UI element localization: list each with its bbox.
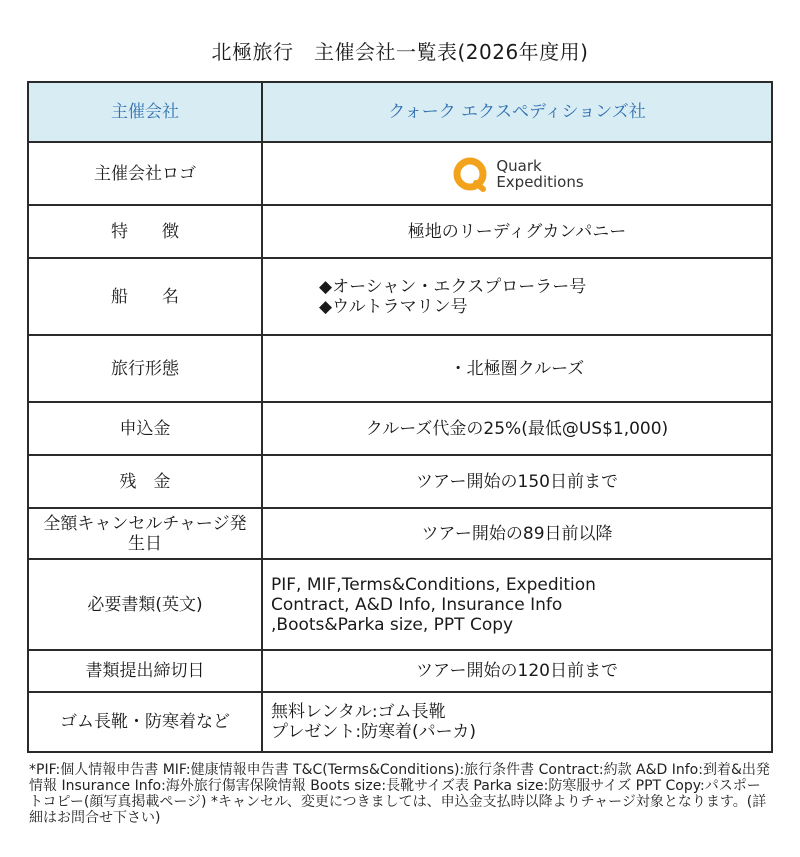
row-label: 書類提出締切日 (28, 650, 262, 692)
row-value: クルーズ代金の25%(最低@US$1,000) (262, 402, 772, 455)
documents-line: Contract, A&D Info, Insurance Info (271, 594, 563, 615)
header-company: クォーク エクスペディションズ社 (262, 82, 772, 142)
footnote: *PIF:個人情報申告書 MIF:健康情報申告書 T&C(Terms&Conditions):旅行条件書 Contract:約款 A&D Info:到着&出発情報 Insurance Info:海外旅行傷害保険情報 Boots size:長靴サイズ表 Parka size:防寒服サイズ PPT Copy:パスポートコピー(顔写真掲載ページ) *キャンセル、変更につきましては、申込金支払時以降よりチャージ対象となります。(詳細はお問合せ下さい) (29, 762, 770, 826)
row-label: 特 徴 (28, 205, 262, 258)
table-row (28, 650, 772, 692)
row-label: 主催会社ロゴ (28, 142, 262, 205)
row-value: ・北極圏クルーズ (262, 335, 772, 402)
row-label: ゴム長靴・防寒着など (28, 692, 262, 752)
row-label: 必要書類(英文) (28, 559, 262, 650)
gear-line: プレゼント:防寒着(パーカ) (271, 722, 476, 742)
table-row (28, 508, 772, 559)
header-row (28, 82, 772, 142)
row-value: ツアー開始の120日前まで (262, 650, 772, 692)
row-value: 極地のリーディグカンパニー (262, 205, 772, 258)
ships-cell (262, 258, 772, 335)
documents-cell (262, 559, 772, 650)
table-row (28, 205, 772, 258)
gear-line: 無料レンタル:ゴム長靴 (271, 702, 446, 722)
row-label: 残 金 (28, 455, 262, 508)
row-label: 申込金 (28, 402, 262, 455)
row-label: 全額キャンセルチャージ発生日 (28, 508, 262, 559)
ship-item: ◆ウルトラマリン号 (319, 296, 468, 317)
table-row (28, 559, 772, 650)
table-row (28, 402, 772, 455)
documents-line: PIF, MIF,Terms&Conditions, Expedition (271, 574, 596, 595)
table-row (28, 335, 772, 402)
row-label: 旅行形態 (28, 335, 262, 402)
ship-item: ◆オーシャン・エクスプローラー号 (319, 276, 587, 297)
logo-line1: Quark (496, 156, 542, 175)
logo-cell (262, 142, 772, 205)
company-logo (271, 154, 763, 194)
table-row (28, 142, 772, 205)
row-value: ツアー開始の89日前以降 (262, 508, 772, 559)
table-row (28, 455, 772, 508)
header-label: 主催会社 (28, 82, 262, 142)
quark-logo-icon (450, 154, 490, 194)
table-row (28, 258, 772, 335)
table-row (28, 692, 772, 752)
documents-line: ,Boots&Parka size, PPT Copy (271, 614, 514, 635)
row-label: 船 名 (28, 258, 262, 335)
logo-line2: Expeditions (496, 172, 584, 191)
gear-cell (262, 692, 772, 752)
tour-operator-table (27, 81, 773, 753)
row-value: ツアー開始の150日前まで (262, 455, 772, 508)
page-title: 北極旅行 主催会社一覧表(2026年度用) (211, 40, 589, 64)
